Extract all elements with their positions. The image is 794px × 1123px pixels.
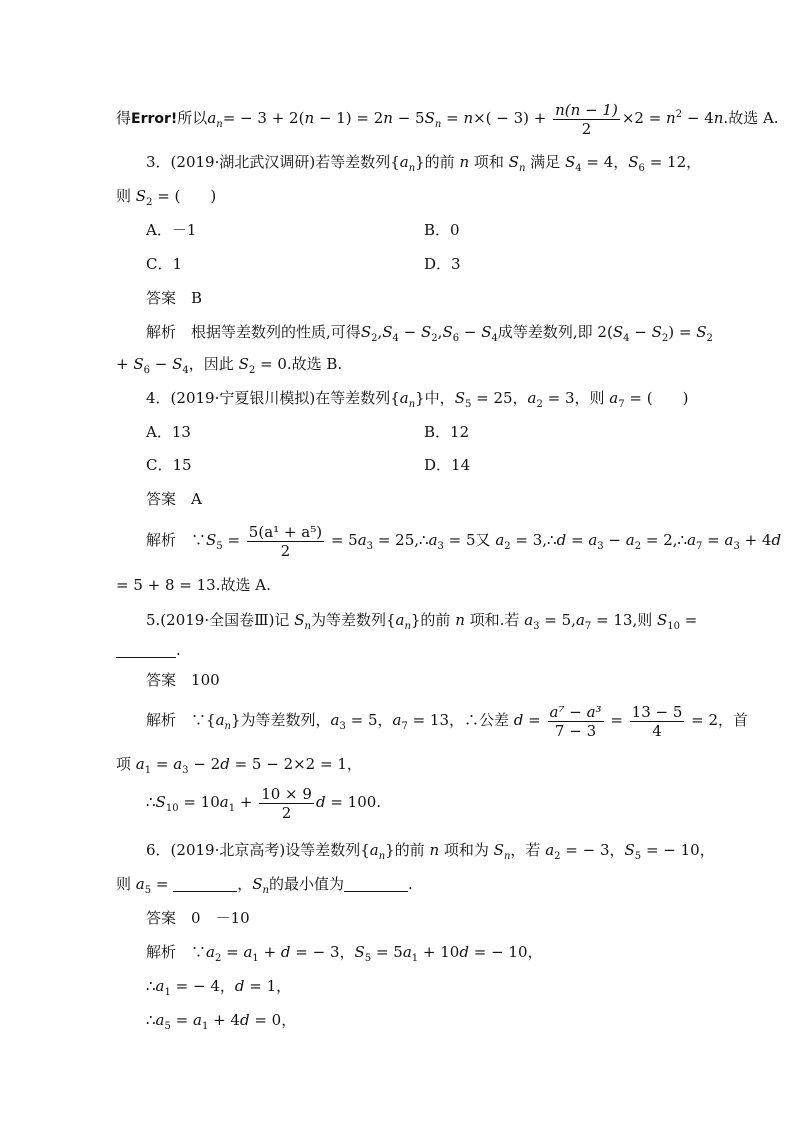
q6-stem-line1: 6．(2019·北京高考)设等差数列$\{a_n\}$的前 n 项和为 $S_n$，若 $a_2$ = − 3，$S_5$ = − 10， bbox=[146, 841, 715, 862]
error-text: Error! bbox=[131, 111, 178, 127]
fraction: $\frac{n(n - 1)}{2}$ bbox=[555, 100, 618, 138]
q3-explanation-line2: + $S_6 - S_4$，因此 $S_2 = 0$.故选 B. bbox=[116, 355, 343, 376]
q3-option-b: B．0 bbox=[424, 221, 460, 239]
q5-explanation-line2: 项 $a_1 = a_3 - 2d = 5 - 2\times 2 = 1$， bbox=[116, 755, 362, 776]
q3-answer: 答案 B bbox=[146, 289, 203, 307]
text: − 1) = 2 bbox=[314, 109, 384, 127]
q6-explanation-line1: 解析 $\because a_2 = a_1 + d$ = − 3，$S_5 = 5a_1 + 10d$ = − 10， bbox=[146, 943, 543, 964]
prev-solution-line: 得Error!所以$a_n= - 3 + 2(n - 1) = 2n - 5S_n = n\times( - 3)$ + $\frac{n(n - 1)}{2}$ $\times 2 = n^2 - 4n$.故选 A. bbox=[116, 100, 779, 138]
text: = bbox=[441, 109, 464, 127]
text: − 4 bbox=[682, 109, 714, 127]
q4-option-a: A．13 bbox=[146, 423, 191, 441]
q4-option-b: B．12 bbox=[424, 423, 470, 441]
text: − 5 bbox=[392, 109, 425, 127]
q5-answer-blank-line: . bbox=[116, 640, 181, 660]
q4-option-d: D．14 bbox=[424, 456, 471, 474]
q5-explanation-line3: $\therefore S_{10} = 10a_1$ + $\frac{10 \times 9}{2}$ d = 100. bbox=[146, 784, 382, 822]
q5-stem: 5.(2019·全国卷Ⅲ)记 $S_n$为等差数列$\{a_n\}$的前 n 项和.若 $a_3 = 5,a_7 = 13$,则 $S_{10}$ = bbox=[146, 611, 698, 632]
text: 得 bbox=[116, 109, 132, 127]
answer-blank bbox=[116, 643, 176, 658]
answer-blank bbox=[344, 877, 408, 892]
text: ×2 = bbox=[621, 109, 667, 127]
q4-stem: 4．(2019·宁夏银川模拟)在等差数列$\{a_n\}$中，$S_5 = 25$，$a_2 = 3$，则 $a_7$ = ( ) bbox=[146, 389, 689, 410]
q6-explanation-line2: $\therefore a_1$ = − 4，d = 1， bbox=[146, 977, 292, 998]
q4-explanation-line1: 解析 $\because S_5$ = $\frac{\text{5(a¹ + a⁵)}}{2}$ = $5a_3$ = $25,\therefore a_3 = 5$又 $a_2$ = 3,∴d = $a_3 - a_2$ = $2,\therefore a_7 = a_3 + 4d$ bbox=[146, 522, 782, 560]
q3-option-a: A．－1 bbox=[146, 221, 197, 239]
q3-option-c: C．1 bbox=[146, 255, 183, 273]
q3-stem-line1: 3．(2019·湖北武汉调研)若等差数列$\{a_n\}$的前 n 项和 $S_n$ 满足 $S_4 = 4$，$S_6 = 12$， bbox=[146, 153, 702, 174]
q3-explanation-line1: 解析 根据等差数列的性质,可得$S_2,S_4 - S_2,S_6 - S_4$成等差数列,即 $2(S_4 - S_2) = S_2$ bbox=[146, 323, 713, 344]
fraction: $\frac{\text{5(a¹ + a⁵)}}{2}$ bbox=[248, 522, 323, 560]
q3-option-d: D．3 bbox=[424, 255, 461, 273]
fraction: $\frac{\text{a⁷ − a³}}{7 - 3}$ bbox=[549, 702, 602, 740]
q4-answer: 答案 A bbox=[146, 490, 202, 508]
q5-answer: 答案 100 bbox=[146, 671, 220, 689]
text: 所以 bbox=[177, 109, 208, 127]
text: = − 3 + 2( bbox=[222, 109, 305, 127]
fraction: $\frac{13 - 5}{4}$ bbox=[631, 702, 683, 740]
q3-stem-line2: 则 $S_2$ = ( ) bbox=[116, 187, 217, 208]
answer-blank bbox=[173, 877, 237, 892]
text: .故选 A. bbox=[723, 109, 779, 127]
q6-answer: 答案 0 －10 bbox=[146, 909, 250, 927]
q5-explanation-line1: 解析 $\because\{a_n\}$为等差数列，$a_3 = 5$，$a_7 = 13$，∴公差 d = $\frac{\text{a⁷ − a³}}{7 - 3}$ = $\frac{13 - 5}{4}$ = 2，首 bbox=[146, 702, 749, 740]
q6-explanation-line3: $\therefore a_5 = a_1 + 4d = 0$， bbox=[146, 1011, 297, 1032]
fraction: $\frac{10 \times 9}{2}$ bbox=[261, 784, 312, 822]
q4-option-c: C．15 bbox=[146, 456, 192, 474]
q4-explanation-line2: = 5 + 8 = 13.故选 A. bbox=[116, 576, 271, 594]
q6-stem-line2: 则 $a_5$ = ，$S_n$的最小值为 . bbox=[116, 875, 413, 896]
text: ×( − 3) + bbox=[473, 109, 552, 127]
